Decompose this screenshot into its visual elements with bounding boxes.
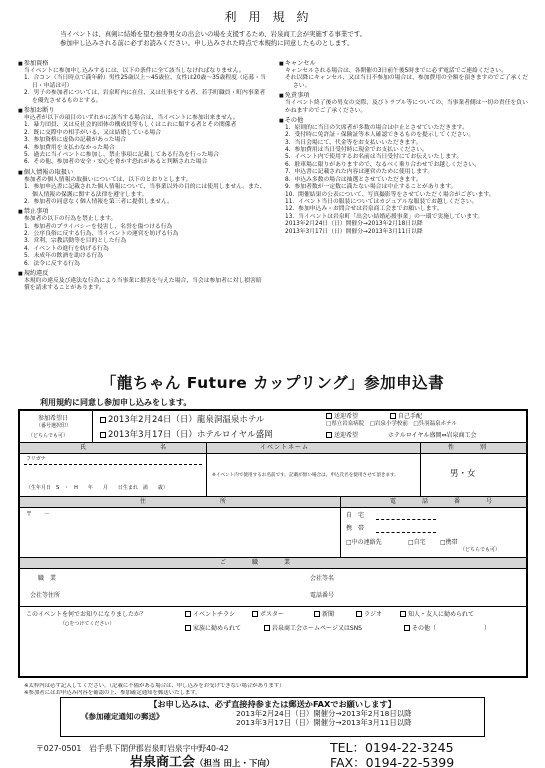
application-form: [18, 409, 528, 678]
form-note: ※参加者にはお申込み内容を確認の上、参加確定通知を郵送いたします。: [24, 690, 201, 696]
confirm-dates: [236, 710, 412, 727]
divider: [420, 443, 421, 453]
terms-section: [279, 92, 528, 115]
mobile-phone-label: 携 帯: [346, 525, 365, 532]
source-question: このイベントを何でお知りになりましたか？: [26, 611, 147, 618]
checkbox-icon[interactable]: [326, 413, 332, 419]
source-option[interactable]: 岩泉商工会ホームページ又はSNS: [264, 625, 362, 633]
terms-intro: [52, 30, 512, 49]
postal-address: 〒027-0501 岩手県下閉伊郡岩泉町岩泉字中野40-42: [36, 744, 229, 753]
section-item: 5．イベント内で使用するお名前は当日受付にてお伝えいたします。: [285, 154, 463, 161]
work-header: ご 職 業: [220, 559, 301, 566]
section-date: 2013年2月24日（日）開催分→2013年2月18日以降: [285, 221, 423, 228]
phone-option[interactable]: □自宅: [408, 539, 426, 546]
checkbox-icon[interactable]: [356, 611, 362, 617]
confirm-date: 2013年2月24日（日）開催分→2013年2月18日以降: [236, 709, 412, 718]
furigana-label: フリガナ: [26, 456, 46, 462]
company-address-label: 会社等住所: [30, 592, 61, 599]
checkbox-icon[interactable]: [185, 625, 191, 631]
divider: [340, 497, 341, 507]
section-item: 10．開催結果の公表について、写真撮影等をさせていただく場合がございます。: [285, 191, 495, 198]
checkbox-icon[interactable]: [404, 625, 410, 631]
gender-choice[interactable]: 男・女: [450, 469, 476, 479]
section-text: 本規約の違反及び違法な行為により当事業に損害を与えた場合、当会は参加者に対し損害賠償を請求することがあります。: [24, 278, 262, 292]
section-item: 9．参加者数が一定数に満たない場合は中止することがあります。: [285, 184, 457, 191]
company-tel-label: 電話番号: [310, 592, 335, 599]
terms-section: [18, 107, 267, 167]
transport-option[interactable]: 送迎希望: [326, 432, 358, 440]
name-header: 氏 名: [80, 444, 177, 451]
event-name-header: イベントネーム: [260, 444, 309, 451]
organizer-staff: （担当 田上・下向）: [195, 759, 275, 768]
section-item: 3．営利、宗教活動等を目的とした行為: [24, 238, 127, 245]
checkbox-icon[interactable]: [185, 611, 191, 617]
source-note: （○をつけてください）: [60, 621, 115, 627]
section-item: 8．申込み多数の場合は抽選とさせていただきます。: [285, 176, 422, 183]
terms-columns: [18, 60, 528, 360]
tel-number[interactable]: TEL：0194-22-3245: [330, 740, 454, 755]
source-row: [20, 607, 526, 637]
source-option[interactable]: イベントチラシ: [185, 611, 235, 619]
section-heading: ■ その他: [279, 117, 528, 125]
section-item: 1．合コン（当日時点で満年齢）男性25歳以上～45歳位、女性は20歳～35歳程度（応募・当日・申請は可）: [24, 75, 266, 89]
phone-header: 電 話 番 号: [390, 498, 503, 505]
section-text: キャンセルされる場合は、各開催の3日前午後5時までに必ず電話でご連絡ください。: [285, 67, 507, 74]
source-option[interactable]: ポスター: [252, 611, 284, 619]
section-item: 5．未成年の飲酒を助ける行為: [24, 253, 104, 260]
source-option[interactable]: 家族に勧められて: [185, 625, 241, 633]
organizer-name: 岩泉商工会: [130, 755, 196, 768]
pickup-stops[interactable]: □県立岩泉病院 □岩泉小学校前 □呉羽温泉ホテル: [326, 421, 457, 427]
section-item: それ以降にキャンセル、又は当日不参加の場合は、参加費用の全額を頂きますのでご了承ください。: [285, 75, 528, 89]
phone-option[interactable]: □携帯: [440, 539, 458, 546]
submission-box: [60, 697, 485, 737]
section-item: 2．公序良俗に反する行為、当イベントの運営を妨げる行為: [24, 231, 179, 238]
divider: [206, 443, 207, 453]
checkbox-icon[interactable]: [100, 432, 106, 438]
checkbox-icon[interactable]: [100, 417, 106, 423]
divider: [420, 454, 421, 496]
intro-line: 参加申し込みされる前に必ずお読みください。申し込みされた時点で本規約に同意したものとします。: [60, 39, 354, 48]
address-header-row: [20, 497, 526, 508]
terms-section: [18, 270, 267, 293]
divider: [340, 508, 341, 557]
section-item: 4．イベントの進行を妨げる行為: [24, 245, 109, 252]
terms-section: [18, 208, 267, 268]
terms-right-column: [279, 60, 528, 360]
birth-field[interactable]: （生年月日 S ・ H 年 月 日生まれ 満 歳）: [26, 485, 168, 491]
terms-section: [18, 169, 267, 207]
section-heading: ■ 規約違反: [18, 270, 267, 278]
contact-numbers: [330, 740, 454, 768]
source-option[interactable]: 新聞: [314, 611, 334, 619]
section-date: 2013年3月17日（日）開催分→2013年3月11日以降: [285, 228, 423, 235]
address-row: [20, 508, 526, 558]
checkbox-icon[interactable]: [264, 625, 270, 631]
section-item: 2．男子の参加者については、岩泉町内に在住、又は仕事をする者、若手町職員・町内事業者を優先させるものとする。: [24, 90, 266, 104]
section-heading: ■ 個人情報の取扱い: [18, 169, 267, 177]
home-phone-line[interactable]: [376, 519, 436, 520]
section-item: 1．暴力団員、又は反社会的団体の構成員等もしくはこれに類する者とその関係者: [24, 122, 237, 129]
date-option-2[interactable]: 2013年3月17日（日）ホテルロイヤル盛岡: [100, 430, 273, 441]
section-item: 6．駐車場に限りがありますので、なるべく乗り合わせでお越しください。: [285, 161, 480, 168]
event-name-note: ※イベント内で使用するお名前です。記載が無い場合は、申込氏名を使用させて頂きます。: [212, 473, 399, 478]
work-header-row: [20, 558, 526, 569]
mobile-phone-line[interactable]: [376, 532, 436, 533]
phone-option[interactable]: □中の連絡先: [346, 539, 382, 546]
section-item: 6．法令に反する行為: [24, 260, 80, 267]
section-item: 4．参加費用を支払わなかった場合: [24, 144, 115, 151]
section-item: 7．申込書に記載された内容は運営のために使用します。: [285, 169, 434, 176]
section-text: 参加者の個人情報の取扱いについては、以下のとおりとします。: [24, 176, 192, 183]
section-item: 4．参加費用は当日受付時に現金でお支払いください。: [285, 147, 428, 154]
confirm-date: 2013年3月17日（日）開催分→2013年3月11日以降: [236, 717, 412, 727]
terms-section: [279, 60, 528, 90]
section-text: 申込者が以下の項目のいずれかに該当する場合は、当イベントに参加出来ません。: [24, 114, 239, 121]
address-header: 住 所: [140, 498, 237, 505]
section-heading: ■ 参加資格: [18, 60, 267, 68]
section-text: 当イベント終了後の男女の交際、及びトラブル等についての、当事業者側は一切の責任を負いかねますのでご了承ください。: [285, 100, 528, 114]
organizer: [130, 755, 274, 768]
furigana-line: [24, 464, 202, 465]
section-item: 1．原則的に当日の欠席者が多数の場合は中止とさせていただきます。: [285, 124, 468, 131]
checkbox-icon[interactable]: [390, 413, 396, 419]
terms-section: [279, 117, 528, 236]
checkbox-icon[interactable]: [400, 611, 406, 617]
terms-section: [18, 60, 267, 105]
date-option-1[interactable]: 2013年2月24日（日）龍泉洞温泉ホテル: [100, 415, 264, 426]
submission-heading: 【お申し込みは、必ず直接持参または郵送かFAXでお願いします】: [149, 699, 396, 709]
section-item: 3．当日会場にて、代金等をお支払いいただきます。: [285, 139, 422, 146]
section-item: 6．その他、参加者の安全・安心を脅かす恐れがあると判断された場合: [24, 159, 208, 166]
consent-text: 利用規約に同意し参加申し込みをします。: [40, 398, 192, 407]
intro-line: 当イベントは、真剣に結婚を望む独身男女の出会いの場を支援するため、岩泉商工会が実施する事業です。: [60, 30, 366, 38]
transport-option[interactable]: 送迎希望: [326, 413, 358, 421]
section-item: 5．過去に当イベントに参加し、禁止事項に記載してある行為を行った場合: [24, 151, 219, 158]
application-title: 「龍ちゃん Future カップリング」参加申込書: [100, 374, 445, 392]
terms-left-column: [18, 60, 267, 360]
transport-route: ホテルロイヤル盛岡⇔岩泉商工会: [388, 432, 477, 439]
phone-note: （どちらでも可）: [460, 547, 500, 553]
fax-number: FAX：0194-22-5399: [330, 755, 455, 768]
section-item: 2．参加者の同意なく個人情報を第三者に提供しません。: [24, 198, 173, 205]
section-heading: ■ 参加お断り: [18, 107, 267, 115]
source-option[interactable]: ラジオ: [356, 611, 382, 619]
section-item: 13．当イベントは岩泉町「出会い結婚応援事業」の一環で実施しています。: [285, 213, 484, 220]
name-header-row: [20, 443, 526, 454]
section-item: 2．既に交際中の相手がいる、又は結婚している場合: [24, 129, 162, 136]
terms-title: 利用規約: [224, 10, 321, 24]
section-heading: ■ 免責事項: [279, 92, 528, 100]
form-note: ※太枠内は必ず記入してください。（記載に不備がある場合は、申し込みをお受けできない場合があります）: [24, 683, 285, 689]
divider: [92, 411, 93, 442]
checkbox-icon[interactable]: [252, 611, 258, 617]
checkbox-icon[interactable]: [314, 611, 320, 617]
section-item: 12．参加申込み・お問合せは岩泉商工会までお願いします。: [285, 206, 443, 213]
date-label: 参加希望日: [38, 415, 69, 422]
company-label: 会社等名: [310, 575, 335, 582]
checkbox-icon[interactable]: [326, 432, 332, 438]
section-item: 11．イベント当日の服装についてはカジュアルな服装でお越しください。: [285, 198, 478, 205]
gender-header: 性 別: [448, 444, 497, 451]
date-note2: （どちらでも可）: [28, 433, 68, 439]
confirm-label: 《参加確定通知の郵送》: [81, 712, 164, 721]
source-option[interactable]: その他（ ）: [404, 625, 490, 633]
divider: [206, 454, 207, 496]
section-item: 1．参加者のプライバシーを侵害し、名誉を傷つける行為: [24, 223, 173, 230]
section-item: 3．参加資格に虚偽の記載があった場合: [24, 137, 127, 144]
transport-option[interactable]: 自己手配: [390, 413, 422, 421]
home-phone-label: 自 宅: [346, 512, 365, 519]
name-row: [20, 454, 526, 497]
section-text: 当イベントに参加申し込みするには、以下の条件に全て該当しなければなりません。: [24, 67, 245, 74]
zip-field[interactable]: 〒 －: [26, 511, 51, 518]
section-item: 1．参加申込書に記載された個人情報について、当事業以外の目的には使用しません。また、個人情報の保護に関する法律を遵守します。: [24, 184, 266, 198]
section-text: 参加者の以下の行為を禁止します。: [24, 216, 117, 223]
date-row: [20, 411, 526, 443]
date-note: （番号選択印）: [36, 423, 72, 429]
work-row: [20, 569, 526, 607]
section-item: 2．受付時に免許証・保険証等本人確認できるものを提示してください。: [285, 132, 475, 139]
job-label: 職 業: [38, 575, 57, 582]
source-option[interactable]: 知人・友人に勧められて: [400, 611, 474, 619]
section-heading: ■ 禁止事項: [18, 208, 267, 216]
section-heading: ■ キャンセル: [279, 60, 528, 68]
